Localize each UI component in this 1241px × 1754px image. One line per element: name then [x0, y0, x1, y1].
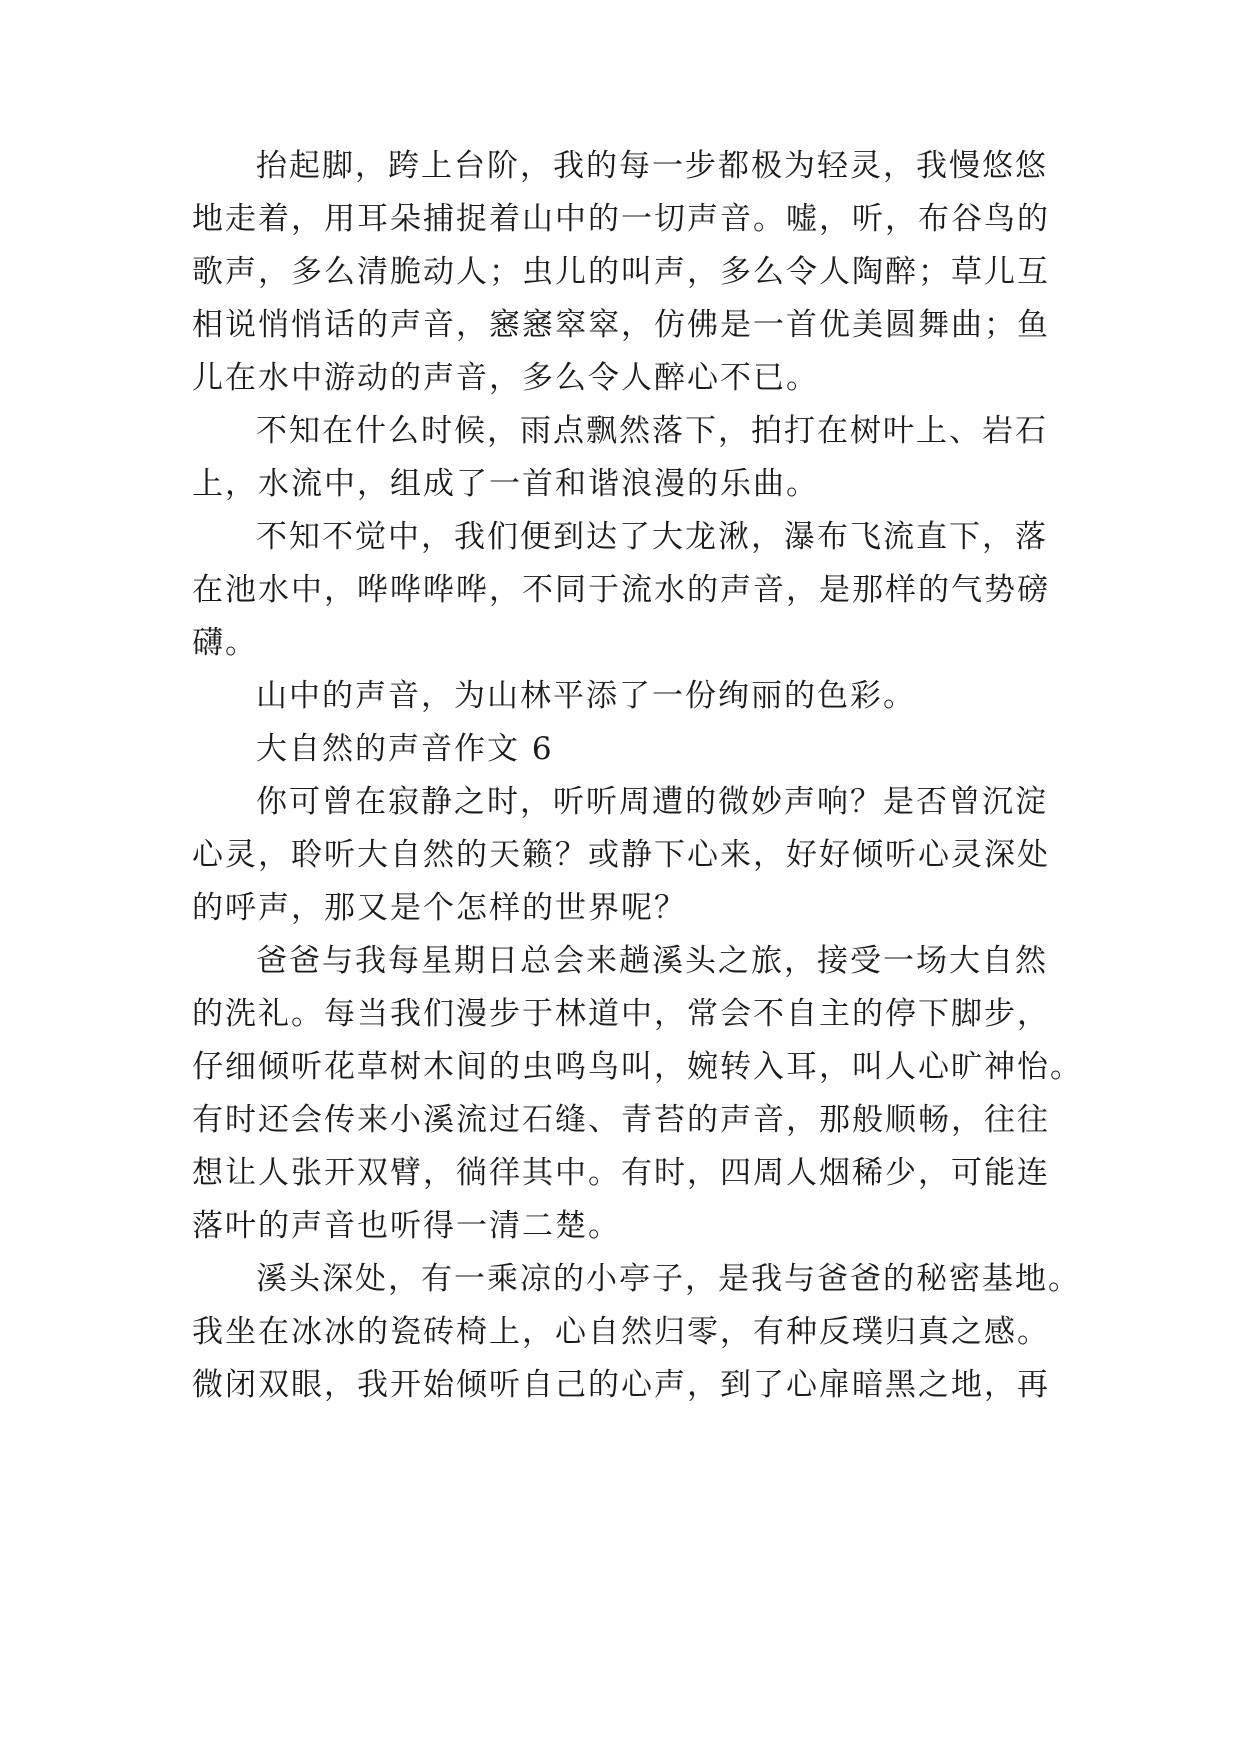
text-line: 心灵，聆听大自然的天籁？或静下心来，好好倾听心灵深处 [192, 837, 1050, 873]
text-line: 地走着，用耳朵捕捉着山中的一切声音。嘘，听，布谷鸟的 [192, 201, 1050, 237]
text-line: 抬起脚，跨上台阶，我的每一步都极为轻灵，我慢悠悠 [256, 148, 1048, 184]
text-line: 仔细倾听花草树木间的虫鸣鸟叫，婉转入耳，叫人心旷神怡。 [192, 1049, 1083, 1085]
text-line: 有时还会传来小溪流过石缝、青苔的声音，那般顺畅，往往 [192, 1102, 1050, 1138]
text-line: 落叶的声音也听得一清二楚。 [192, 1208, 621, 1244]
text-line: 礴。 [192, 625, 258, 661]
text-line: 儿在水中游动的声音，多么令人醉心不已。 [192, 360, 819, 396]
text-line: 在池水中，哗哗哗哗，不同于流水的声音，是那样的气势磅 [192, 572, 1050, 608]
text-line: 想让人张开双臂，徜徉其中。有时，四周人烟稀少，可能连 [192, 1155, 1050, 1191]
text-line: 上，水流中，组成了一首和谐浪漫的乐曲。 [192, 466, 819, 502]
text-line: 不知在什么时候，雨点飘然落下，拍打在树叶上、岩石 [256, 413, 1048, 449]
text-line: 我坐在冰冰的瓷砖椅上，心自然归零，有种反璞归真之感。 [192, 1314, 1050, 1350]
text-line: 不知不觉中，我们便到达了大龙湫，瀑布飞流直下，落 [256, 519, 1048, 555]
text-line: 的洗礼。每当我们漫步于林道中，常会不自主的停下脚步， [192, 996, 1050, 1032]
text-line: 山中的声音，为山林平添了一份绚丽的色彩。 [256, 678, 916, 714]
text-line: 的呼声，那又是个怎样的世界呢？ [192, 890, 687, 926]
text-line: 歌声，多么清脆动人；虫儿的叫声，多么令人陶醉；草儿互 [192, 254, 1050, 290]
text-line: 溪头深处，有一乘凉的小亭子，是我与爸爸的秘密基地。 [256, 1261, 1081, 1297]
text-line: 爸爸与我每星期日总会来趟溪头之旅，接受一场大自然 [256, 943, 1048, 979]
text-line: 你可曾在寂静之时，听听周遭的微妙声响？是否曾沉淀 [256, 784, 1048, 820]
text-line: 相说悄悄话的声音，窸窸窣窣，仿佛是一首优美圆舞曲；鱼 [192, 307, 1050, 343]
section-heading: 大自然的声音作文 6 [256, 731, 554, 767]
text-line: 微闭双眼，我开始倾听自己的心声，到了心扉暗黑之地，再 [192, 1367, 1050, 1403]
